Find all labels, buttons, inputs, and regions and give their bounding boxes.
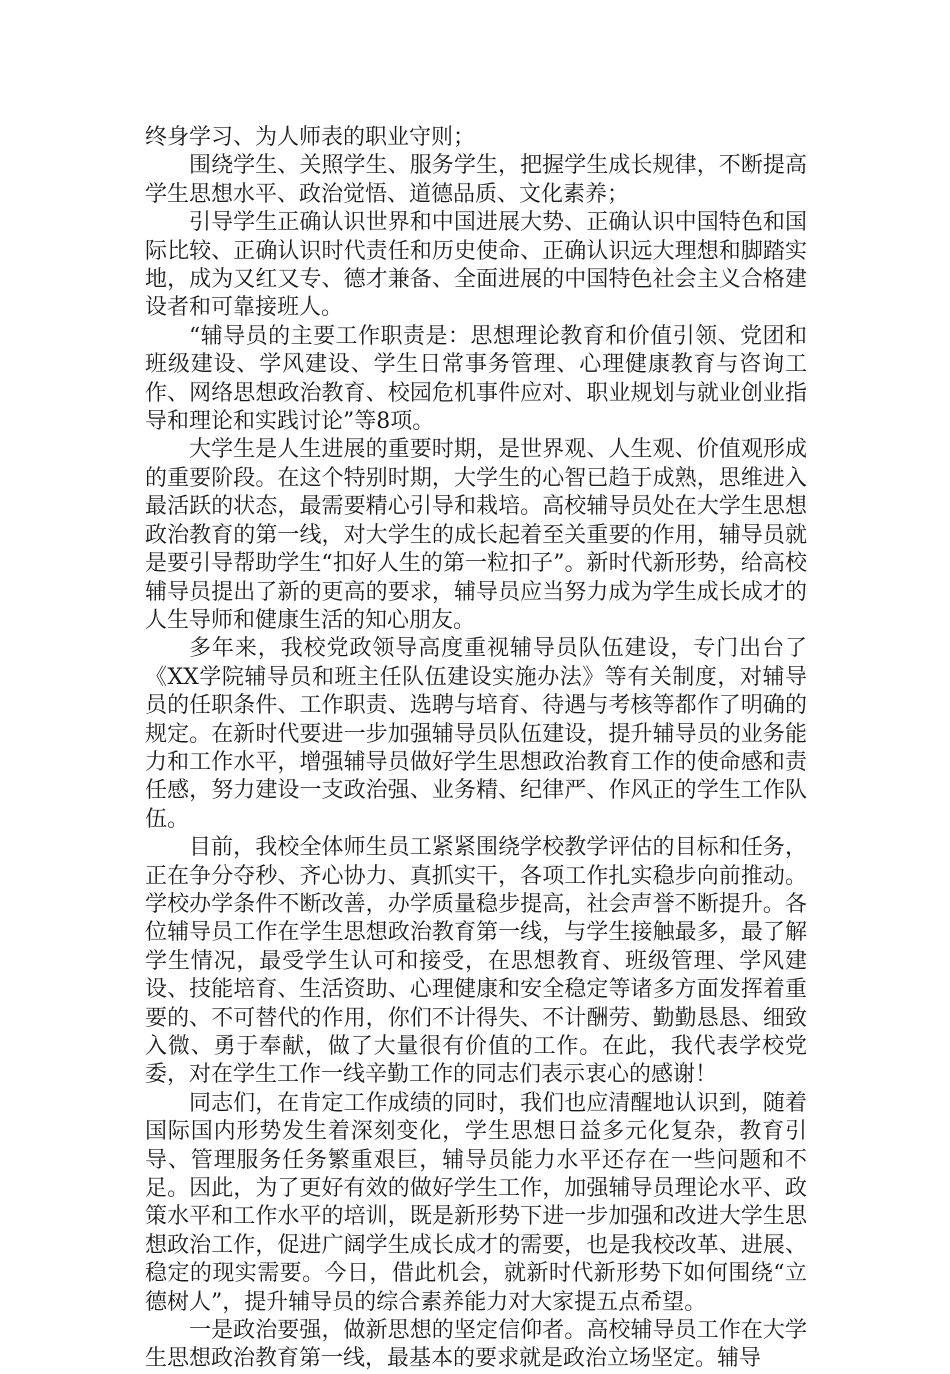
document-page — [145, 124, 807, 1374]
paragraph-3: 引导学生正确认识世界和中国进展大势、正确认识中国特色和国际比较、正确认识时代责任和历史使命、正确认识远大理想和脚踏实地，成为又红又专、德才兼备、全面进展的中国特色社会主义合格建设者和可靠接班人。 — [145, 210, 807, 321]
paragraph-7: 目前，我校全体师生员工紧紧围绕学校教学评估的目标和任务，正在争分夺秒、齐心协力、真抓实干，各项工作扎实稳步向前推动。学校办学条件不断改善，办学质量稳步提高，社会声誉不断提升。各位辅导员工作在学生思想政治教育第一线，与学生接触最多，最了解学生情况，最受学生认可和接受，在思想教育、班级管理、学风建设、技能培育、生活资助、心理健康和安全稳定等诸多方面发挥着重要的、不可替代的作用，你们不计得失、不计酬劳、勤勤恳恳、细致入微、勇于奉献，做了大量很有价值的工作。在此，我代表学校党委，对在学生工作一线辛勤工作的同志们表示衷心的感谢！ — [145, 835, 807, 1088]
paragraph-2: 围绕学生、关照学生、服务学生，把握学生成长规律，不断提高学生思想水平、政治觉悟、道德品质、文化素养； — [145, 153, 807, 207]
paragraph-1: 终身学习、为人师表的职业守则； — [145, 125, 476, 150]
paragraph-6: 多年来，我校党政领导高度重视辅导员队伍建设，专门出台了《XX学院辅导员和班主任队伍建设实施办法》等有关制度，对辅导员的任职条件、工作职责、选聘与培育、待遇与考核等都作了明确的规定。在新时代要进一步加强辅导员队伍建设，提升辅导员的业务能力和工作水平，增强辅导员做好学生思想政治教育工作的使命感和责任感，努力建设一支政治强、业务精、纪律严、作风正的学生工作队伍。 — [145, 636, 807, 832]
paragraph-5: 大学生是人生进展的重要时期，是世界观、人生观、价值观形成的重要阶段。在这个特别时期，大学生的心智已趋于成熟，思维进入最活跃的状态，最需要精心引导和栽培。高校辅导员处在大学生思想政治教育的第一线，对大学生的成长起着至关重要的作用，辅导员就是要引导帮助学生“扣好人生的第一粒扣子”。新时代新形势，给高校辅导员提出了新的更高的要求，辅导员应当努力成为学生成长成才的人生导师和健康生活的知心朋友。 — [145, 437, 807, 633]
paragraph-8: 同志们，在肯定工作成绩的同时，我们也应清醒地认识到，随着国际国内形势发生着深刻变化，学生思想日益多元化复杂，教育引导、管理服务任务繁重艰巨，辅导员能力水平还存在一些问题和不足。因此，为了更好有效的做好学生工作，加强辅导员理论水平、政策水平和工作水平的培训，既是新形势下进一步加强和改进大学生思想政治工作，促进广阔学生成长成才的需要，也是我校改革、进展、稳定的现实需要。今日，借此机会，就新时代新形势下如何围绕“立德树人”，提升辅导员的综合素养能力对大家提五点希望。 — [145, 1090, 807, 1315]
paragraph-4: “辅导员的主要工作职责是：思想理论教育和价值引领、党团和班级建设、学风建设、学生日常事务管理、心理健康教育与咨询工作、网络思想政治教育、校园危机事件应对、职业规划与就业创业指导和理论和实践讨论”等8项。 — [145, 323, 807, 435]
paragraph-9: 一是政治要强，做新思想的坚定信仰者。高校辅导员工作在大学生思想政治教育第一线，最基本的要求就是政治立场坚定。辅导 — [145, 1318, 807, 1372]
